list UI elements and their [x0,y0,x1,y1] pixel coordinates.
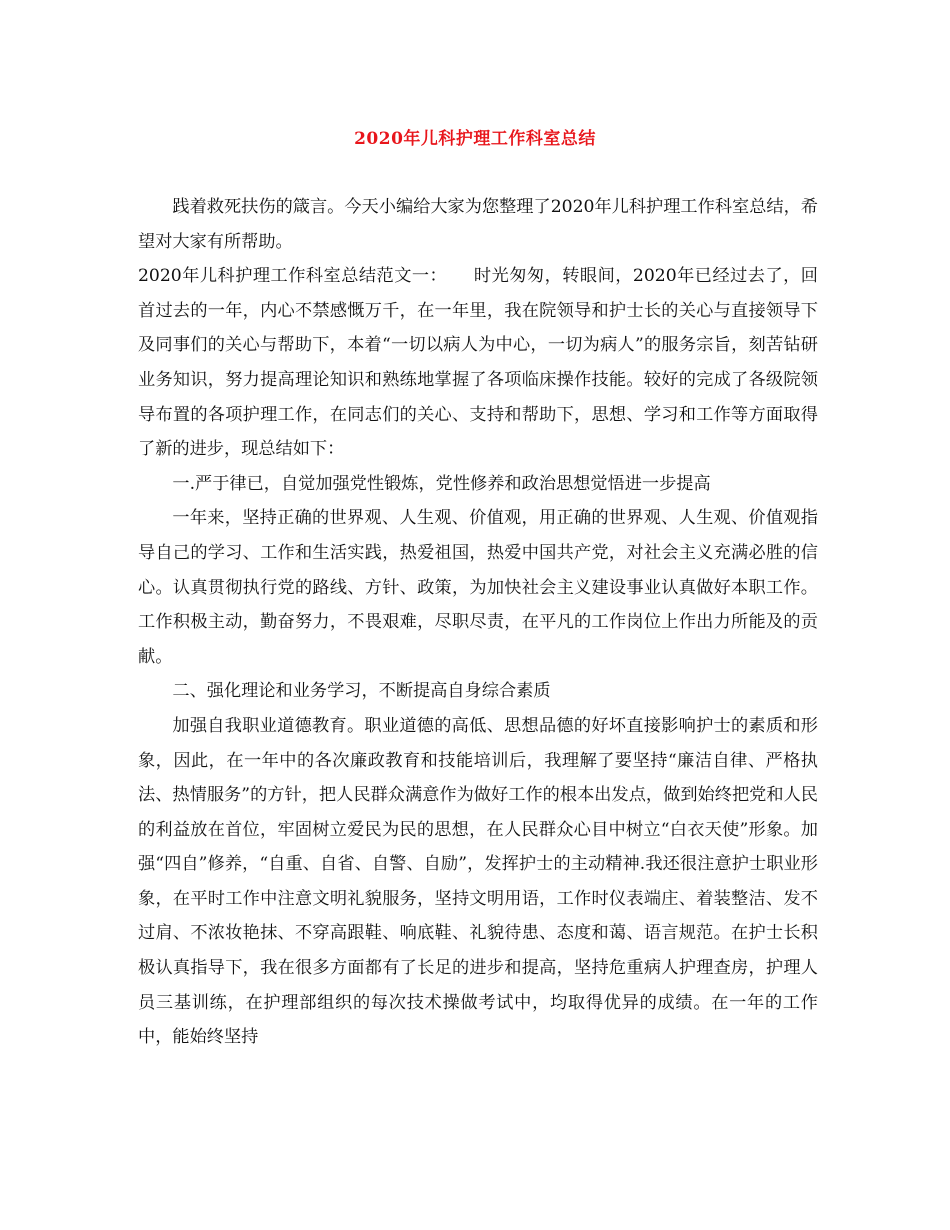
paragraph-intro: 践着救死扶伤的箴言。今天小编给大家为您整理了2020年儿科护理工作科室总结，希望对大家有所帮助。 [138,197,818,252]
paragraph-section-1: 一年来，坚持正确的世界观、人生观、价值观，用正确的世界观、人生观、价值观指导自己的学习、工作和生活实践，热爱祖国，热爱中国共产党，对社会主义充满必胜的信心。认真贯彻执行党的路线、方针、政策，为加快社会主义建设事业认真做好本职工作。工作积极主动，勤奋努力，不畏艰难，尽职尽责，在平凡的工作岗位上作出力所能及的贡献。 [138,508,818,667]
section-heading-1: 一.严于律已，自觉加强党性锻炼，党性修养和政治思想觉悟进一步提高 [172,473,711,494]
paragraph-summary: 2020年儿科护理工作科室总结范文一： 时光匆匆，转眼间，2020年已经过去了，回首过去的一年，内心不禁感慨万千，在一年里，我在院领导和护士长的关心与直接领导下及同事们的关心与帮助下，本着“一切以病人为中心，一切为病人”的服务宗旨，刻苦钻研业务知识，努力提高理论知识和熟练地掌握了各项临床操作技能。较好的完成了各级院领导布置的各项护理工作，在同志们的关心、支持和帮助下，思想、学习和工作等方面取得了新的进步，现总结如下： [138,266,818,460]
section-heading-2: 二、强化理论和业务学习，不断提高自身综合素质 [172,681,551,702]
document-body [138,190,818,1055]
paragraph-section-2: 加强自我职业道德教育。职业道德的高低、思想品德的好坏直接影响护士的素质和形象，因此，在一年中的各次廉政教育和技能培训后，我理解了要坚持“廉洁自律、严格执法、热情服务”的方针，把人民群众满意作为做好工作的根本出发点，做到始终把党和人民的利益放在首位，牢固树立爱民为民的思想，在人民群众心目中树立“白衣天使”形象。加强“四自”修养，“自重、自省、自警、自励”，发挥护士的主动精神.我还很注意护士职业形象，在平时工作中注意文明礼貌服务，坚持文明用语，工作时仪表端庄、着装整洁、发不过肩、不浓妆艳抹、不穿高跟鞋、响底鞋、礼貌待患、态度和蔼、语言规范。在护士长积极认真指导下，我在很多方面都有了长足的进步和提高，坚持危重病人护理查房，护理人员三基训练，在护理部组织的每次技术操做考试中，均取得优异的成绩。在一年的工作中，能始终坚持 [138,715,818,1048]
document-title: 2020年儿科护理工作科室总结 [354,129,596,149]
